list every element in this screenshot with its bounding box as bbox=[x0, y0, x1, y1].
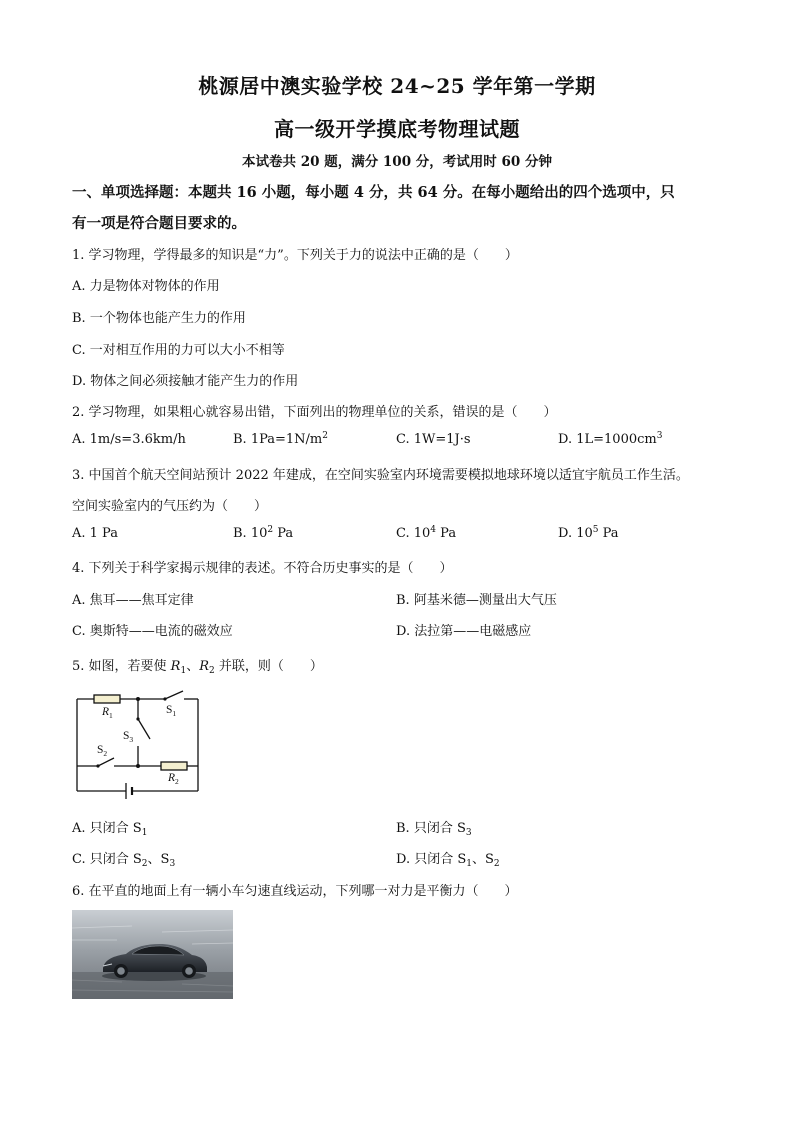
q5-option-c: C. 只闭合 $S_2$、$S_3$ bbox=[72, 852, 176, 869]
label-s3: $S_3$ bbox=[123, 730, 134, 744]
label-s1: $S_1$ bbox=[166, 704, 177, 718]
q2-stem: 2. 学习物理，如果粗心就容易出错，下面列出的物理单位的关系，错误的是（ ） bbox=[72, 405, 557, 420]
resistor-r2 bbox=[161, 762, 187, 770]
q1-option-b: B. 一个物体也能产生力的作用 bbox=[72, 311, 246, 326]
q2-option-d: D. $1L=1000cm^3$ bbox=[558, 431, 663, 447]
q3-option-c: C. $10^4$ Pa bbox=[396, 525, 457, 541]
q1-option-c: C. 一对相互作用的力可以大小不相等 bbox=[72, 343, 285, 358]
q3-option-b: B. $10^2$ Pa bbox=[233, 525, 294, 541]
q5-circuit-diagram bbox=[70, 684, 210, 802]
q1-stem: 1. 学习物理，学得最多的知识是“力”。下列关于力的说法中正确的是（ ） bbox=[72, 248, 518, 263]
q2-option-c: C. 1W=1J·s bbox=[396, 432, 471, 447]
q3-option-d: D. $10^5$ Pa bbox=[558, 525, 619, 541]
switch-s1-pivot bbox=[163, 697, 166, 700]
q1-option-a: A. 力是物体对物体的作用 bbox=[72, 279, 220, 294]
junction-dot bbox=[136, 764, 140, 768]
resistor-r1 bbox=[94, 695, 120, 703]
section-heading bbox=[72, 177, 732, 239]
car-photo bbox=[72, 910, 233, 999]
q4-option-a: A. 焦耳——焦耳定律 bbox=[72, 593, 194, 608]
q1-option-d: D. 物体之间必须接触才能产生力的作用 bbox=[72, 374, 299, 389]
q4-option-d: D. 法拉第——电磁感应 bbox=[396, 624, 532, 639]
exam-title-line2: 高一级开学摸底考物理试题 bbox=[274, 117, 520, 141]
q5-stem: 5. 如图，若要使 $R_1$、$R_2$ 并联，则（ ） bbox=[72, 659, 323, 676]
label-s2: $S_2$ bbox=[97, 744, 108, 758]
section-heading-line2: 有一项是符合题目要求的。 bbox=[72, 215, 246, 232]
q4-stem: 4. 下列关于科学家揭示规律的表述。不符合历史事实的是（ ） bbox=[72, 561, 453, 576]
switch-s3-pivot bbox=[136, 717, 139, 720]
q3-option-a: A. 1 Pa bbox=[72, 526, 118, 541]
q5-option-a: A. 只闭合 $S_1$ bbox=[72, 821, 148, 838]
junction-dot bbox=[136, 697, 140, 701]
label-r1: $R_1$ bbox=[102, 706, 113, 720]
q5-option-d: D. 只闭合 $S_1$、$S_2$ bbox=[396, 852, 500, 869]
q6-stem: 6. 在平直的地面上有一辆小车匀速直线运动，下列哪一对力是平衡力（ ） bbox=[72, 884, 518, 899]
q4-option-c: C. 奥斯特——电流的磁效应 bbox=[72, 624, 233, 639]
exam-title-line1: 桃源居中澳实验学校 24~25 学年第一学期 bbox=[198, 74, 596, 98]
label-r2: $R_2$ bbox=[168, 772, 179, 786]
q2-option-b: B. $1Pa=1N/m^2$ bbox=[233, 431, 328, 447]
q4-option-b: B. 阿基米德—测量出大气压 bbox=[396, 593, 557, 608]
exam-subtitle: 本试卷共 20 题，满分 100 分，考试用时 60 分钟 bbox=[242, 154, 552, 170]
q3-stem-line1: 3. 中国首个航天空间站预计 2022 年建成，在空间实验室内环境需要模拟地球环境以适宜宇航员工作生活。 bbox=[72, 468, 689, 483]
section-heading-line1: 一、单项选择题：本题共 16 小题，每小题 4 分，共 64 分。在每小题给出的四个选项中，只 bbox=[72, 184, 675, 201]
switch-s2-pivot bbox=[96, 764, 99, 767]
q2-option-a: A. 1m/s=3.6km/h bbox=[72, 432, 186, 447]
q5-option-b: B. 只闭合 $S_3$ bbox=[396, 821, 472, 838]
q3-stem-line2: 空间实验室内的气压约为（ ） bbox=[72, 499, 268, 514]
switch-s1 bbox=[165, 691, 183, 699]
switch-s2 bbox=[98, 758, 114, 766]
switch-s3 bbox=[138, 719, 150, 739]
